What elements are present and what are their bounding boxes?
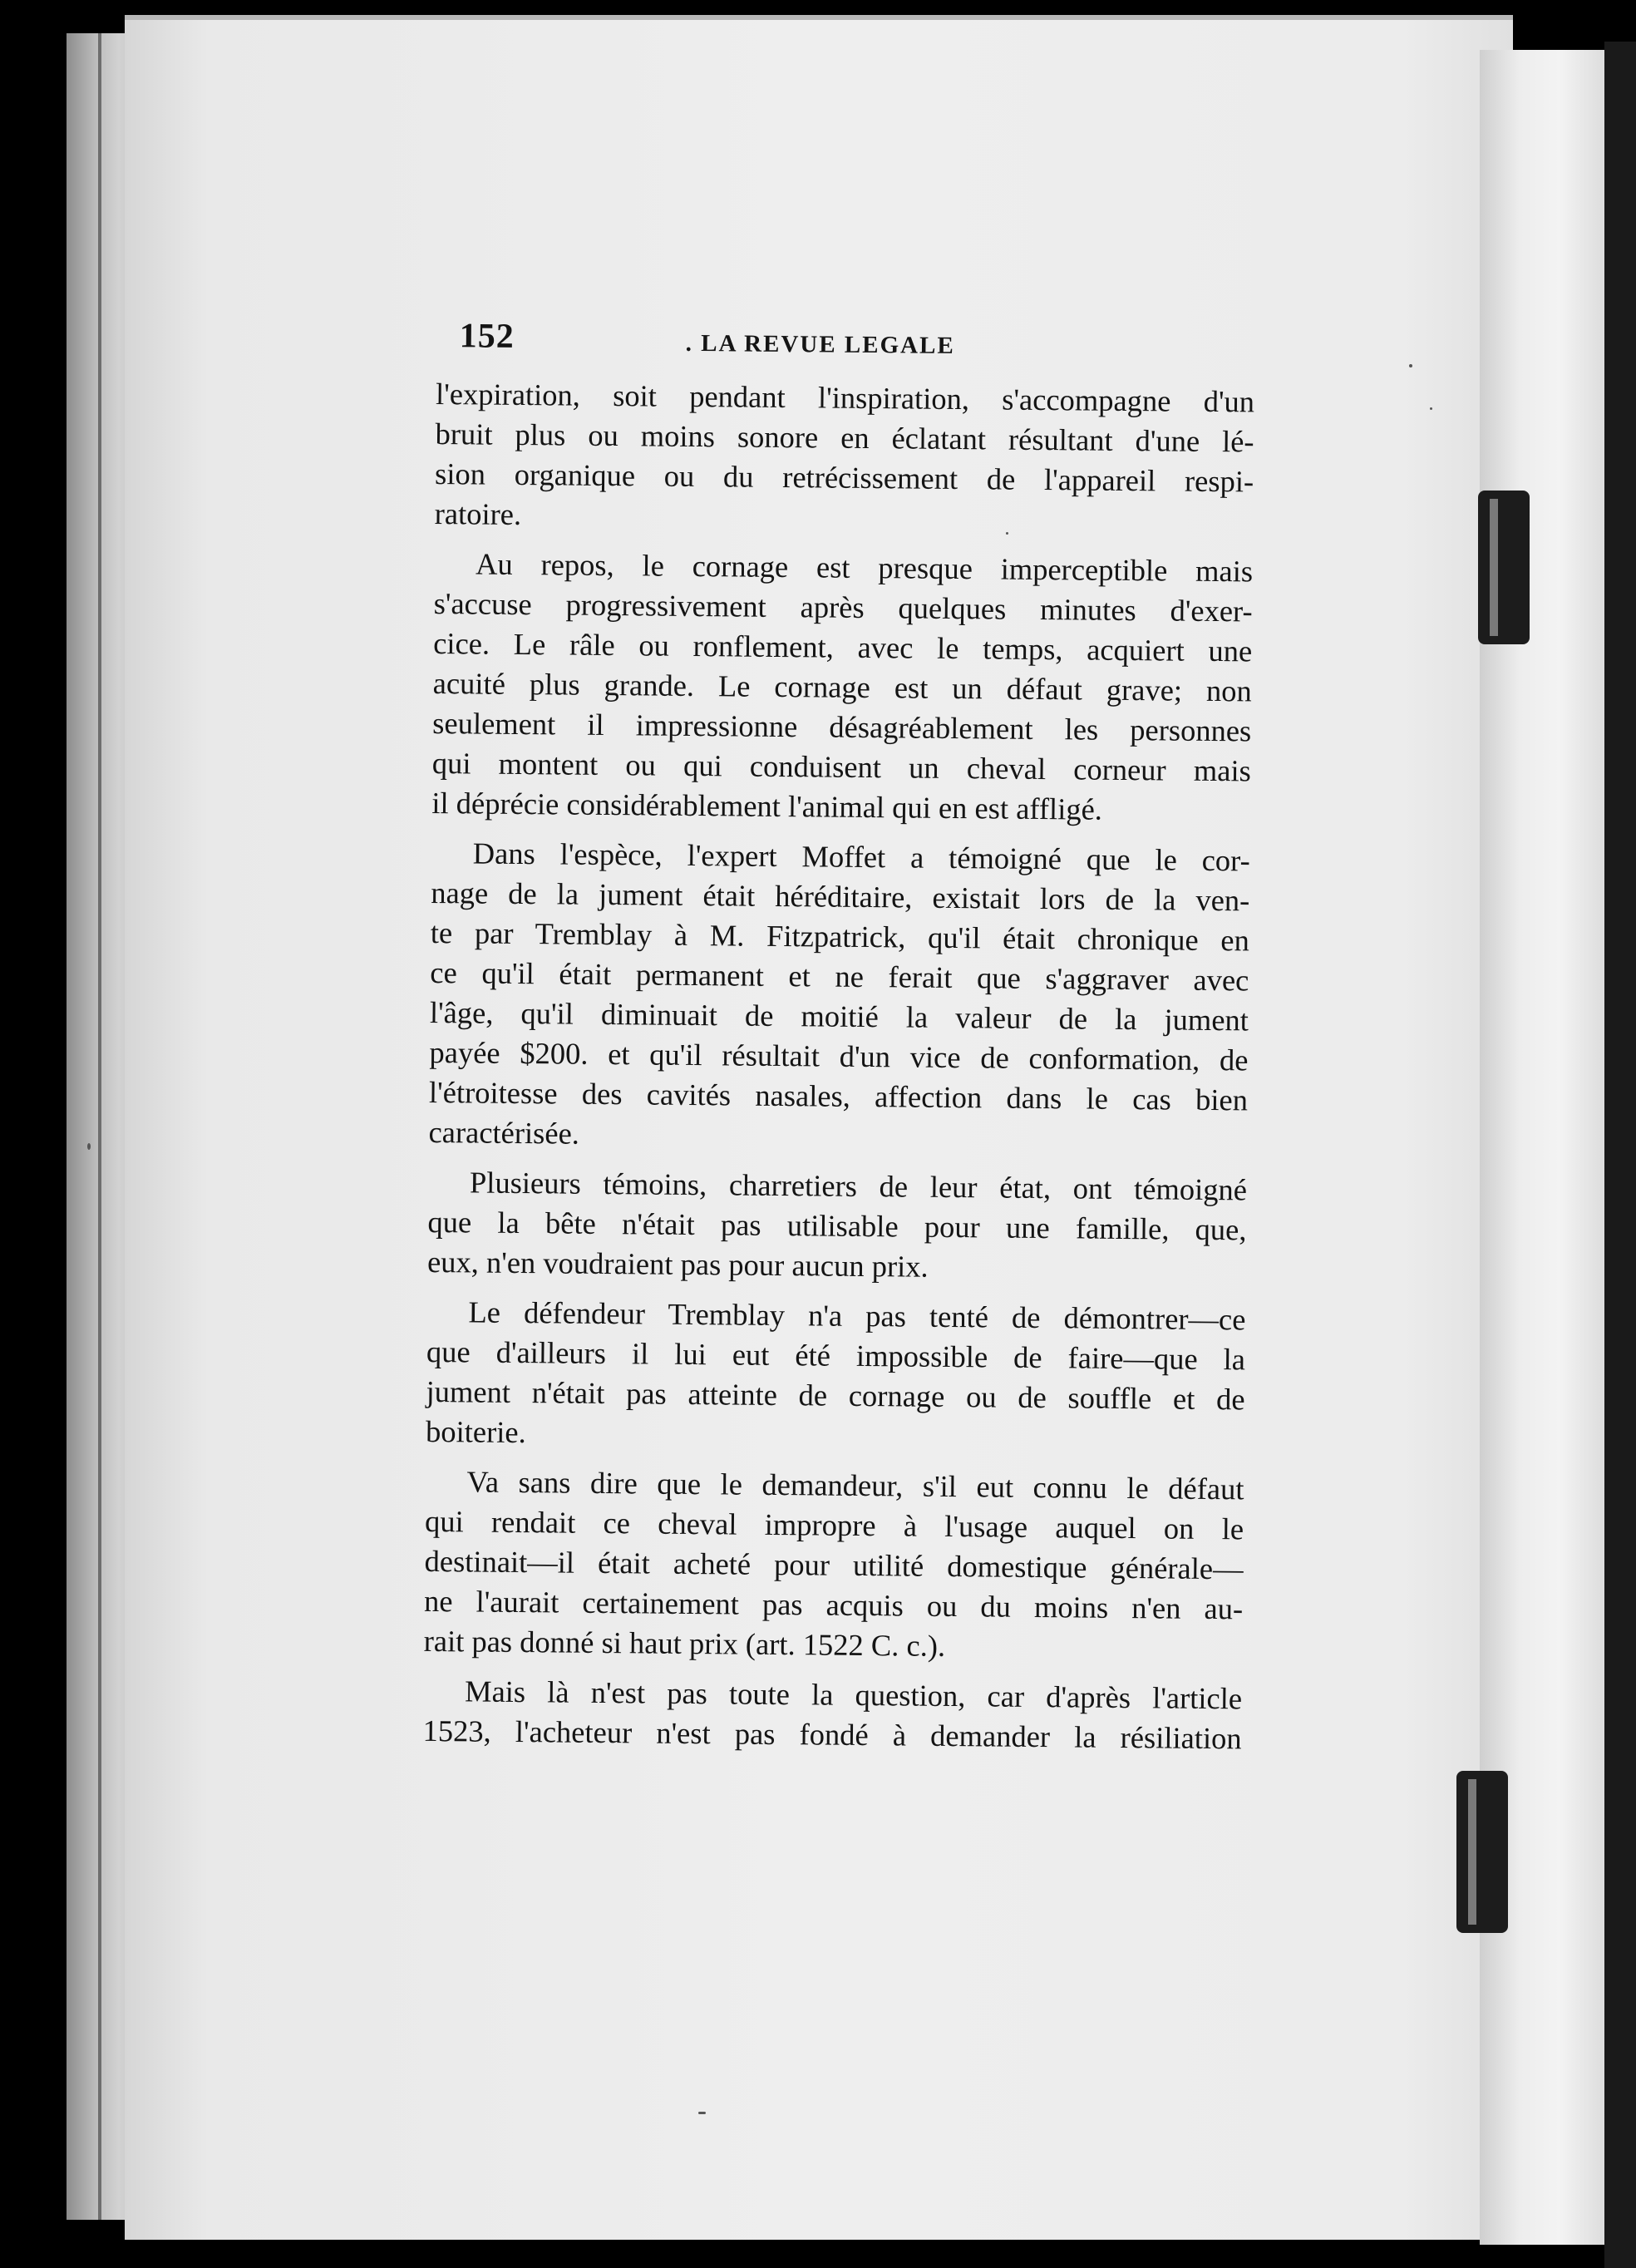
paragraph xyxy=(434,374,1254,541)
text-line: il déprécie considérablement l'animal qui en est affligé. xyxy=(431,785,1103,826)
text-line: cice. Le râle ou ronflement, avec le temps, acquiert une xyxy=(433,625,1253,668)
text-line: Dans l'espèce, l'expert Moffet a témoigné que le cor- xyxy=(472,836,1250,878)
text-line: que d'ailleurs il lui eut été impossible de faire—que la xyxy=(426,1334,1246,1377)
running-head: . LA REVUE LEGALE xyxy=(685,329,955,359)
text-line: bruit plus ou moins sonore en éclatant résultant d'une lé- xyxy=(435,416,1254,459)
text-line: l'étroitesse des cavités nasales, affection dans le cas bien xyxy=(428,1074,1249,1117)
text-line: s'accuse progressivement après quelques minutes d'exer- xyxy=(433,585,1253,629)
text-line: qui montent ou qui conduisent un cheval corneur mais xyxy=(431,745,1251,788)
paragraph xyxy=(428,833,1250,1160)
text-line: ne l'aurait certainement pas acquis ou du moins n'en au- xyxy=(423,1583,1244,1626)
text-line: que la bête n'était pas utilisable pour une famille, que, xyxy=(427,1204,1247,1247)
paragraph xyxy=(427,1162,1247,1289)
text-line: ratoire. xyxy=(434,496,522,531)
text-line: nage de la jument était héréditaire, existait lors de la ven- xyxy=(431,875,1250,918)
binding-clip-icon xyxy=(1478,491,1530,644)
text-line: l'âge, qu'il diminuait de moitié la valeur de la jument xyxy=(429,994,1249,1038)
text-line: seulement il impressionne désagréablement les personnes xyxy=(432,705,1252,748)
text-line: sion organique ou du retrécissement de l'appareil respi- xyxy=(434,456,1254,499)
text-line: ce qu'il était permanent et ne ferait que s'aggraver avec xyxy=(430,954,1249,998)
text-line: rait pas donné si haut prix (art. 1522 C. c.). xyxy=(423,1623,946,1663)
page-text xyxy=(422,316,1255,1768)
text-line: 1523, l'acheteur n'est pas fondé à demander la résiliation xyxy=(422,1713,1242,1756)
text-line: acuité plus grande. Le cornage est un défaut grave; non xyxy=(432,665,1252,708)
text-line: Au repos, le cornage est presque imperceptible mais xyxy=(475,546,1254,589)
text-line: qui rendait ce cheval impropre à l'usage auquel on le xyxy=(424,1503,1244,1546)
text-line: caractérisée. xyxy=(428,1114,580,1151)
text-line: boiterie. xyxy=(425,1413,526,1450)
text-line: Plusieurs témoins, charretiers de leur état, ont témoigné xyxy=(469,1165,1248,1207)
paragraph xyxy=(426,1292,1246,1459)
paragraph xyxy=(431,544,1253,831)
paragraph xyxy=(423,1462,1244,1669)
text-line: payée $200. et qu'il résultait d'un vice de conformation, de xyxy=(429,1034,1249,1077)
text-line: Mais là n'est pas toute la question, car d'après l'article xyxy=(464,1674,1243,1716)
text-line: Va sans dire que le demandeur, s'il eut connu le défaut xyxy=(466,1464,1244,1506)
text-line: Le défendeur Tremblay n'a pas tenté de démontrer—ce xyxy=(468,1294,1246,1337)
binding-shadow xyxy=(1604,42,1636,2268)
paragraph xyxy=(422,1671,1242,1758)
text-line: l'expiration, soit pendant l'inspiration, s'accompagne d'un xyxy=(435,376,1255,419)
book-spine-line xyxy=(98,33,101,2220)
text-line: destinait—il était acheté pour utilité domestique générale— xyxy=(424,1543,1244,1586)
page-number: 152 xyxy=(459,317,515,356)
text-line: eux, n'en voudraient pas pour aucun prix. xyxy=(426,1244,929,1284)
text-line: jument n'était pas atteinte de cornage ou de souffle et de xyxy=(426,1373,1245,1417)
text-line: te par Tremblay à M. Fitzpatrick, qu'il était chronique en xyxy=(430,915,1250,958)
binding-clip-icon xyxy=(1456,1771,1508,1933)
page-header xyxy=(436,316,1255,382)
